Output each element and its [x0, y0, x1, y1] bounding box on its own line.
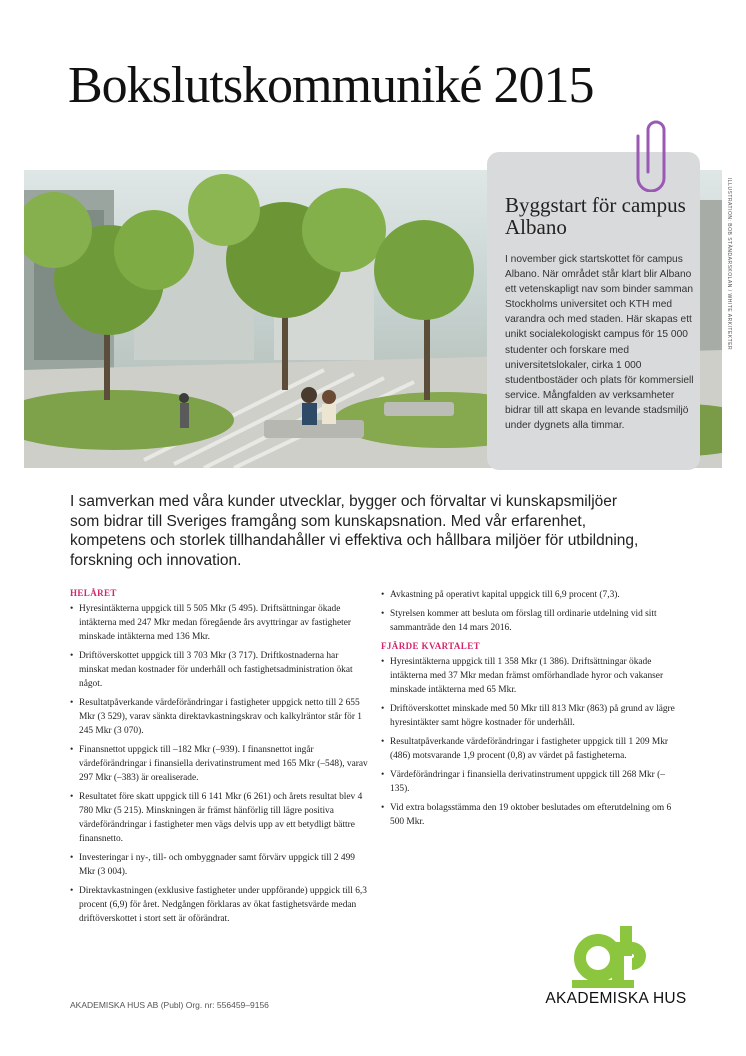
intro-paragraph: I samverkan med våra kunder utvecklar, bygger och förvaltar vi kunskapsmiljöer som bidrar till Sveriges framgång som kunskapsnation. Med vår erfarenhet, kompetens och storlek tillhandahåller vi effektiva och hållbara miljöer för utbildning, forskning och innovation.	[70, 493, 639, 569]
helaret-list	[70, 602, 370, 926]
list-item: • Resultatpåverkande värdeförändringar i fastigheter uppgick netto till 2 655 Mkr (3 529), varav sänkta direktavkastningskrav och kalkylräntor står för 1 245 Mkr (3 070).	[70, 696, 370, 738]
paperclip-icon	[636, 116, 676, 192]
section-heading-helaret: HELÅRET	[70, 588, 117, 598]
footer-org-number: AKADEMISKA HUS AB (Publ) Org. nr: 556459–9156	[70, 1000, 269, 1010]
brand-name: AKADEMISKA HUS	[545, 990, 687, 1007]
document-title: Bokslutskommuniké 2015	[68, 57, 594, 114]
list-item: • Investeringar i ny-, till- och ombyggnader samt förvärv uppgick till 2 499 Mkr (3 004).	[70, 851, 370, 879]
list-item: • Driftöverskottet minskade med 50 Mkr till 813 Mkr (863) på grund av lägre hyresintäkter samt högre kostnader för underhåll.	[381, 702, 681, 730]
list-item: • Finansnettot uppgick till –182 Mkr (–939). I finansnettot ingår värdeförändringar i finansiella derivatinstrument med 165 Mkr (–548), varav 297 Mkr (–383) är orealiserade.	[70, 743, 370, 785]
akademiska-hus-logo-icon	[572, 926, 654, 988]
list-item: • Hyresintäkterna uppgick till 5 505 Mkr (5 495). Driftsättningar ökade intäkterna med 247 Mkr medan föregående års avyttringar av fastigheter minskade intäkterna med 136 Mkr.	[70, 602, 370, 644]
list-item: • Hyresintäkterna uppgick till 1 358 Mkr (1 386). Driftsättningar ökade intäkterna med 37 Mkr medan främst omförhandlade hyror och vakanser minskade intäkterna med 65 Mkr.	[381, 655, 681, 697]
list-item: • Värdeförändringar i finansiella derivatinstrument uppgick till 268 Mkr (–135).	[381, 768, 681, 796]
column-left	[70, 588, 370, 931]
list-item: • Resultatpåverkande värdeförändringar i fastigheter uppgick till 1 209 Mkr (486) motsvarande 1,9 procent (0,8) av värdet på fastigheterna.	[381, 735, 681, 763]
section-heading-fjarde-kvartalet: FJÄRDE KVARTALET	[381, 641, 481, 651]
list-item: • Resultatet före skatt uppgick till 6 141 Mkr (6 261) och årets resultat blev 4 780 Mkr (5 215). Minskningen är främst hänförlig till lägre positiva värdeförändringar i fastigheter men vägs delvis upp av ett betydligt bättre finansnetto.	[70, 790, 370, 846]
list-item: • Styrelsen kommer att besluta om förslag till ordinarie utdelning vid sitt sammanträde den 14 mars 2016.	[381, 607, 681, 635]
helaret-list-continued	[381, 588, 681, 635]
list-item: • Driftöverskottet uppgick till 3 703 Mkr (3 717). Driftkostnaderna har minskat medan kostnader för underhåll och fastighetsadministration ökat något.	[70, 649, 370, 691]
list-item: • Avkastning på operativt kapital uppgick till 6,9 procent (7,3).	[381, 588, 681, 602]
photo-credit: ILLUSTRATION: BOB STÄNDARSKOLAN / WHITE ARKITEKTER	[726, 178, 732, 351]
column-right	[381, 588, 681, 834]
callout-body: I november gick startskottet för campus Albano. När området står klart blir Albano ett vetenskapligt nav som binder samman Stockholms universitet och KTH med varandra och med staden. Här skapas ett unikt socialekologiskt campus för 15 000 studenter och forskare med universitetslokaler, cirka 1 000 studentbostäder och plats för kommersiell service. Mångfalden av verksamheter bidrar till att skapa en levande stadsmiljö under dygnets alla timmar.	[505, 254, 694, 432]
fjarde-list	[381, 655, 681, 829]
list-item: • Direktavkastningen (exklusive fastigheter under uppförande) uppgick till 6,3 procent (6,9) för året. Nedgången förklaras av ökat fastighetsvärde medan driftöverskottet i stort sett är oförändrat.	[70, 884, 370, 926]
list-item: • Vid extra bolagsstämma den 19 oktober beslutades om efterutdelning om 6 500 Mkr.	[381, 801, 681, 829]
callout-title: Byggstart för campus Albano	[505, 193, 686, 239]
